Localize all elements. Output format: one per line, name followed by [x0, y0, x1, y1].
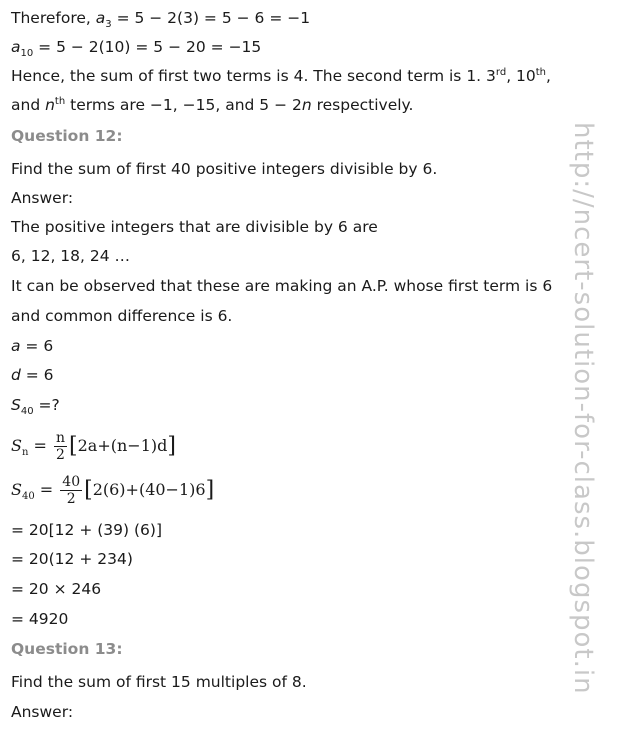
step-line: = 20[12 + (39) (6)]: [11, 521, 162, 539]
question-text: Find the sum of first 15 multiples of 8.: [11, 673, 307, 691]
text: terms are −1, −15, and 5 − 2: [65, 96, 302, 114]
sub: 40: [21, 491, 35, 503]
question-heading: Question 12:: [11, 127, 123, 145]
denominator: 2: [66, 491, 76, 507]
var: n: [45, 96, 55, 114]
text: = 6: [20, 366, 54, 384]
question-text: Find the sum of first 40 positive integers divisible by 6.: [11, 160, 438, 178]
sub: 3: [105, 19, 112, 31]
answer-label: Answer:: [11, 189, 74, 207]
text-line: [11, 365, 54, 385]
numerator: 40: [62, 474, 81, 490]
text-line: [11, 336, 53, 356]
var: S: [11, 480, 22, 499]
text: ,: [546, 67, 551, 85]
formula-body: 2a+(n−1)d: [77, 436, 168, 455]
sup: th: [54, 95, 66, 107]
text-line: It can be observed that these are making an A.P. whose first term is 6: [11, 277, 553, 295]
text: , 10: [506, 67, 536, 85]
text: respectively.: [311, 96, 414, 114]
fraction: [54, 430, 67, 463]
text: Therefore,: [11, 9, 96, 27]
step-line: = 20 × 246: [11, 580, 102, 598]
text: and: [11, 96, 46, 114]
var: S: [11, 396, 21, 414]
sub: n: [21, 447, 29, 459]
var: a: [95, 9, 106, 27]
var: d: [11, 366, 21, 384]
text-line: 6, 12, 18, 24 …: [11, 247, 131, 265]
text: =?: [33, 396, 60, 414]
question-heading: Question 13:: [11, 640, 123, 658]
sup: rd: [495, 66, 507, 78]
text-line: [11, 95, 413, 115]
formula-s40: $S_{40}$ = $\frac{40}{2}$ [2(6)+(40−1)6]: [11, 474, 215, 507]
watermark-url: http://ncert-solution-for-class.blogspot.in: [568, 122, 598, 695]
sup: th: [535, 66, 547, 78]
formula-sn: $S_n$ = $\frac{n}{2}$ [2a+(n−1)d]: [11, 430, 176, 463]
text: Hence, the sum of first two terms is 4. The second term is 1. 3: [11, 67, 496, 85]
var: a: [11, 38, 21, 56]
var: n: [301, 96, 312, 114]
step-line: = 4920: [11, 610, 69, 628]
bracket: [: [84, 477, 93, 503]
bracket: ]: [167, 433, 176, 459]
answer-label: Answer:: [11, 703, 74, 721]
text-line: The positive integers that are divisible by 6 are: [11, 218, 378, 236]
text: = 5 − 2(3) = 5 − 6 = −1: [111, 9, 311, 27]
denominator: 2: [56, 447, 65, 463]
fraction: [60, 474, 82, 507]
text-line: [11, 8, 311, 31]
var: a: [11, 337, 21, 355]
text: = 5 − 2(10) = 5 − 20 = −15: [33, 38, 262, 56]
numerator: n: [56, 430, 66, 446]
step-line: = 20(12 + 234): [11, 550, 133, 568]
bracket: [: [69, 433, 78, 459]
bracket: ]: [205, 477, 215, 503]
var: S: [11, 436, 22, 455]
sub: 10: [20, 48, 34, 60]
text-line: [11, 66, 551, 86]
text: = 6: [20, 337, 54, 355]
text-line: [11, 37, 262, 60]
text-line: [11, 395, 60, 418]
formula-body: 2(6)+(40−1)6: [92, 480, 206, 499]
sub: 40: [20, 406, 34, 418]
text-line: and common difference is 6.: [11, 307, 233, 325]
